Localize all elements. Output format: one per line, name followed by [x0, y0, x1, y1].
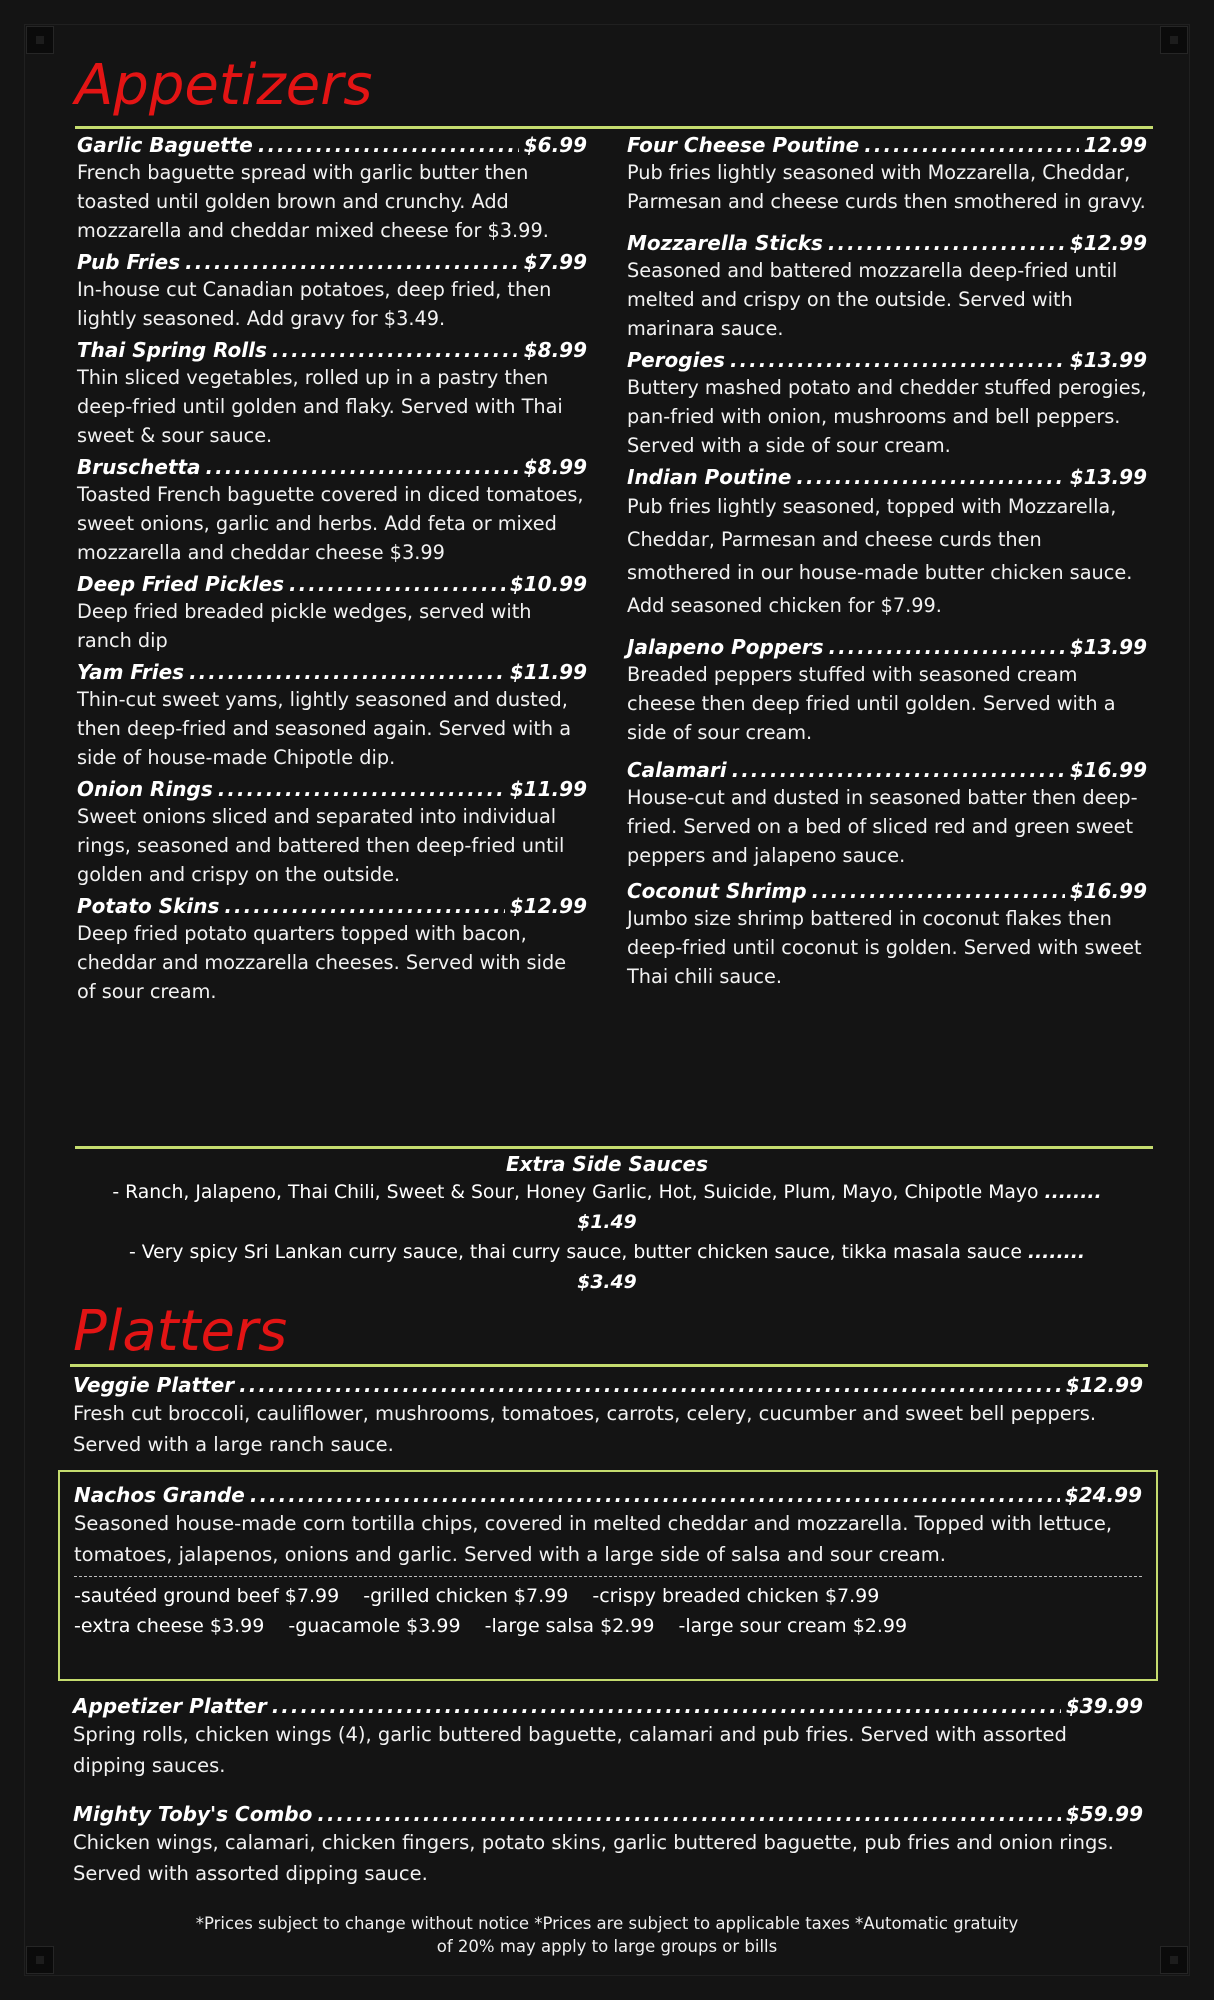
item-description: Breaded peppers stuffed with seasoned cream cheese then deep fried until golden. Served with a side of sour cream.: [627, 663, 1116, 744]
item-description: Pub fries lightly seasoned, topped with Mozzarella, Cheddar, Parmesan and cheese curds then smothered in our house-made butter chicken sauce. Add seasoned chicken for $7.99.: [627, 495, 1133, 617]
addon-option: -extra cheese $3.99: [74, 1615, 265, 1637]
item-price: $16.99: [1069, 879, 1147, 903]
sauces-text: - Ranch, Jalapeno, Thai Chili, Sweet & Sour, Honey Garlic, Hot, Suicide, Plum, Mayo, Chipotle Mayo: [112, 1182, 1039, 1203]
item-price: $59.99: [1065, 1802, 1143, 1826]
footer-line: *Prices subject to change without notice *Prices are subject to applicable taxes *Automatic gratuity: [195, 1914, 1019, 1933]
dot-leader: [272, 337, 519, 363]
item-price: $12.99: [1065, 1373, 1143, 1397]
addon-option: -large sour cream $2.99: [678, 1615, 908, 1637]
dot-leader: [185, 249, 519, 275]
sauces-line: [100, 1178, 1114, 1238]
item-price: $8.99: [523, 455, 587, 479]
item-description: In-house cut Canadian potatoes, deep fried, then lightly seasoned. Add gravy for $3.49.: [77, 278, 552, 330]
item-name: Coconut Shrimp: [627, 879, 807, 903]
menu-item-calamari: [627, 757, 1147, 870]
menu-item-coconut-shrimp: [627, 878, 1147, 991]
item-price: $8.99: [523, 338, 587, 362]
item-price: $13.99: [1069, 348, 1147, 372]
dot-leader: [812, 878, 1065, 904]
item-price: $6.99: [523, 133, 587, 157]
addons-row: [74, 1611, 1142, 1641]
menu-item-onion-rings: [77, 776, 587, 889]
addon-option: -crispy breaded chicken $7.99: [592, 1585, 880, 1607]
menu-item-garlic-baguette: [77, 132, 587, 245]
dashed-divider: [74, 1576, 1142, 1577]
menu-item-appetizer-platter: [73, 1693, 1143, 1781]
dot-leader: [189, 659, 505, 685]
dot-leader: [732, 757, 1065, 783]
item-description: Deep fried breaded pickle wedges, served with ranch dip: [77, 600, 532, 652]
dot-leader: [206, 454, 519, 480]
item-price: $16.99: [1069, 758, 1147, 782]
footer-line: of 20% may apply to large groups or bills: [436, 1937, 778, 1956]
addon-option: -guacamole $3.99: [288, 1615, 461, 1637]
item-price: $13.99: [1069, 465, 1147, 489]
item-description: Jumbo size shrimp battered in coconut flakes then deep-fried until coconut is golden. Served with sweet Thai chili sauce.: [627, 907, 1142, 988]
item-name: Indian Poutine: [627, 465, 792, 489]
dot-leader: [289, 571, 505, 597]
menu-item-bruschetta: [77, 454, 587, 567]
dot-leader: [272, 1693, 1061, 1719]
dot-leader: [317, 1801, 1060, 1827]
dot-leader: [828, 230, 1065, 256]
item-price: $11.99: [509, 777, 587, 801]
item-description: Thin sliced vegetables, rolled up in a pastry then deep-fried until golden and flaky. Served with Thai sweet & sour sauce.: [77, 366, 563, 447]
menu-item-jalapeno-poppers: [627, 634, 1147, 747]
menu-item-potato-skins: [77, 893, 587, 1006]
item-description: Chicken wings, calamari, chicken fingers, potato skins, garlic buttered baguette, pub fries and onion rings. Served with assorted dipping sauce.: [73, 1831, 1114, 1885]
item-price: $13.99: [1069, 635, 1147, 659]
dot-leader: [250, 1482, 1060, 1508]
item-price: $12.99: [509, 894, 587, 918]
item-description: Deep fried potato quarters topped with bacon, cheddar and mozzarella cheeses. Served with side of sour cream.: [77, 922, 567, 1003]
item-name: Nachos Grande: [74, 1483, 245, 1507]
item-price: 12.99: [1083, 133, 1147, 157]
item-name: Jalapeno Poppers: [627, 635, 824, 659]
item-description: Seasoned house-made corn tortilla chips, covered in melted cheddar and mozzarella. Topped with lettuce, tomatoes, jalapenos, onions and garlic. Served with a large side of salsa and sour cream.: [74, 1512, 1113, 1566]
appetizers-rule: [75, 126, 1153, 129]
item-name: Mighty Toby's Combo: [73, 1802, 313, 1826]
addon-option: -grilled chicken $7.99: [363, 1585, 569, 1607]
menu-item-four-cheese-poutine: [627, 132, 1147, 216]
item-description: Fresh cut broccoli, cauliflower, mushrooms, tomatoes, carrots, celery, cucumber and sweet bell peppers. Served with a large ranch sauce.: [73, 1402, 1097, 1456]
item-description: Sweet onions sliced and separated into individual rings, seasoned and battered then deep-fried until golden and crispy on the outside.: [77, 805, 565, 886]
dot-leader: [218, 776, 505, 802]
sauces-price: $3.49: [577, 1272, 637, 1293]
platters-rule: [70, 1364, 1148, 1367]
item-name: Garlic Baguette: [77, 133, 253, 157]
item-name: Mozzarella Sticks: [627, 231, 823, 255]
menu-item-indian-poutine: [627, 464, 1147, 622]
item-price: $10.99: [509, 572, 587, 596]
item-price: $24.99: [1064, 1483, 1142, 1507]
item-name: Potato Skins: [77, 894, 220, 918]
item-name: Yam Fries: [77, 660, 185, 684]
dot-leader: [224, 893, 504, 919]
menu-item-perogies: [627, 347, 1147, 460]
appetizers-title: Appetizers: [75, 53, 373, 118]
item-description: Pub fries lightly seasoned with Mozzarella, Cheddar, Parmesan and cheese curds then smothered in gravy.: [627, 161, 1146, 213]
menu-item-pub-fries: [77, 249, 587, 333]
item-name: Calamari: [627, 758, 727, 782]
item-name: Pub Fries: [77, 250, 181, 274]
footer-disclaimer: [150, 1912, 1064, 1958]
appetizers-left-column: [77, 132, 587, 1010]
sauces-title: Extra Side Sauces: [505, 1152, 708, 1176]
addons-row: [74, 1581, 1142, 1611]
dot-leader: [239, 1372, 1061, 1398]
item-description: Buttery mashed potato and chedder stuffed perogies, pan-fried with onion, mushrooms and bell peppers. Served with a side of sour cream.: [627, 376, 1147, 457]
menu-item-mighty-tobys-combo: [73, 1801, 1143, 1889]
appetizers-right-column: [627, 132, 1147, 995]
menu-item-veggie-platter: [73, 1372, 1143, 1460]
menu-item-thai-spring-rolls: [77, 337, 587, 450]
item-name: Four Cheese Poutine: [627, 133, 860, 157]
corner-ornament: [1160, 1946, 1188, 1974]
dot-leader: ........: [1044, 1182, 1102, 1203]
item-name: Thai Spring Rolls: [77, 338, 267, 362]
item-name: Appetizer Platter: [73, 1694, 267, 1718]
menu-item-nachos-grande: [58, 1470, 1158, 1681]
item-price: $7.99: [523, 250, 587, 274]
corner-ornament: [26, 1946, 54, 1974]
platters-title: Platters: [73, 1299, 288, 1364]
sauces-line: [100, 1238, 1114, 1298]
dot-leader: [258, 132, 519, 158]
item-price: $12.99: [1069, 231, 1147, 255]
item-name: Deep Fried Pickles: [77, 572, 285, 596]
sauces-price: $1.49: [577, 1212, 637, 1233]
item-price: $39.99: [1065, 1694, 1143, 1718]
item-description: Spring rolls, chicken wings (4), garlic buttered baguette, calamari and pub fries. Served with assorted dipping sauces.: [73, 1723, 1067, 1777]
dot-leader: [828, 634, 1064, 660]
item-price: $11.99: [509, 660, 587, 684]
item-description: Seasoned and battered mozzarella deep-fried until melted and crispy on the outside. Served with marinara sauce.: [627, 259, 1118, 340]
item-name: Onion Rings: [77, 777, 213, 801]
menu-item-yam-fries: [77, 659, 587, 772]
item-name: Perogies: [627, 348, 725, 372]
item-description: Thin-cut sweet yams, lightly seasoned and dusted, then deep-fried and seasoned again. Served with a side of house-made Chipotle dip.: [77, 688, 572, 769]
sauces-rule: [75, 1146, 1153, 1149]
extra-side-sauces: [100, 1150, 1114, 1298]
menu-item-deep-fried-pickles: [77, 571, 587, 655]
sauces-text: - Very spicy Sri Lankan curry sauce, thai curry sauce, butter chicken sauce, tikka masala sauce: [129, 1242, 1022, 1263]
item-description: French baguette spread with garlic butter then toasted until golden brown and crunchy. Add mozzarella and cheddar mixed cheese for $3.99.: [77, 161, 549, 242]
item-name: Veggie Platter: [73, 1373, 235, 1397]
dot-leader: [730, 347, 1065, 373]
dot-leader: ........: [1027, 1242, 1085, 1263]
addon-option: -sautéed ground beef $7.99: [74, 1585, 340, 1607]
dot-leader: [796, 464, 1064, 490]
item-description: House-cut and dusted in seasoned batter then deep-fried. Served on a bed of sliced red and green sweet peppers and jalapeno sauce.: [627, 786, 1138, 867]
item-name: Bruschetta: [77, 455, 201, 479]
addon-option: -large salsa $2.99: [484, 1615, 655, 1637]
corner-ornament: [1160, 26, 1188, 54]
menu-item-mozzarella-sticks: [627, 230, 1147, 343]
dot-leader: [864, 132, 1078, 158]
corner-ornament: [26, 26, 54, 54]
item-description: Toasted French baguette covered in diced tomatoes, sweet onions, garlic and herbs. Add feta or mixed mozzarella and cheddar cheese $3.99: [77, 483, 584, 564]
